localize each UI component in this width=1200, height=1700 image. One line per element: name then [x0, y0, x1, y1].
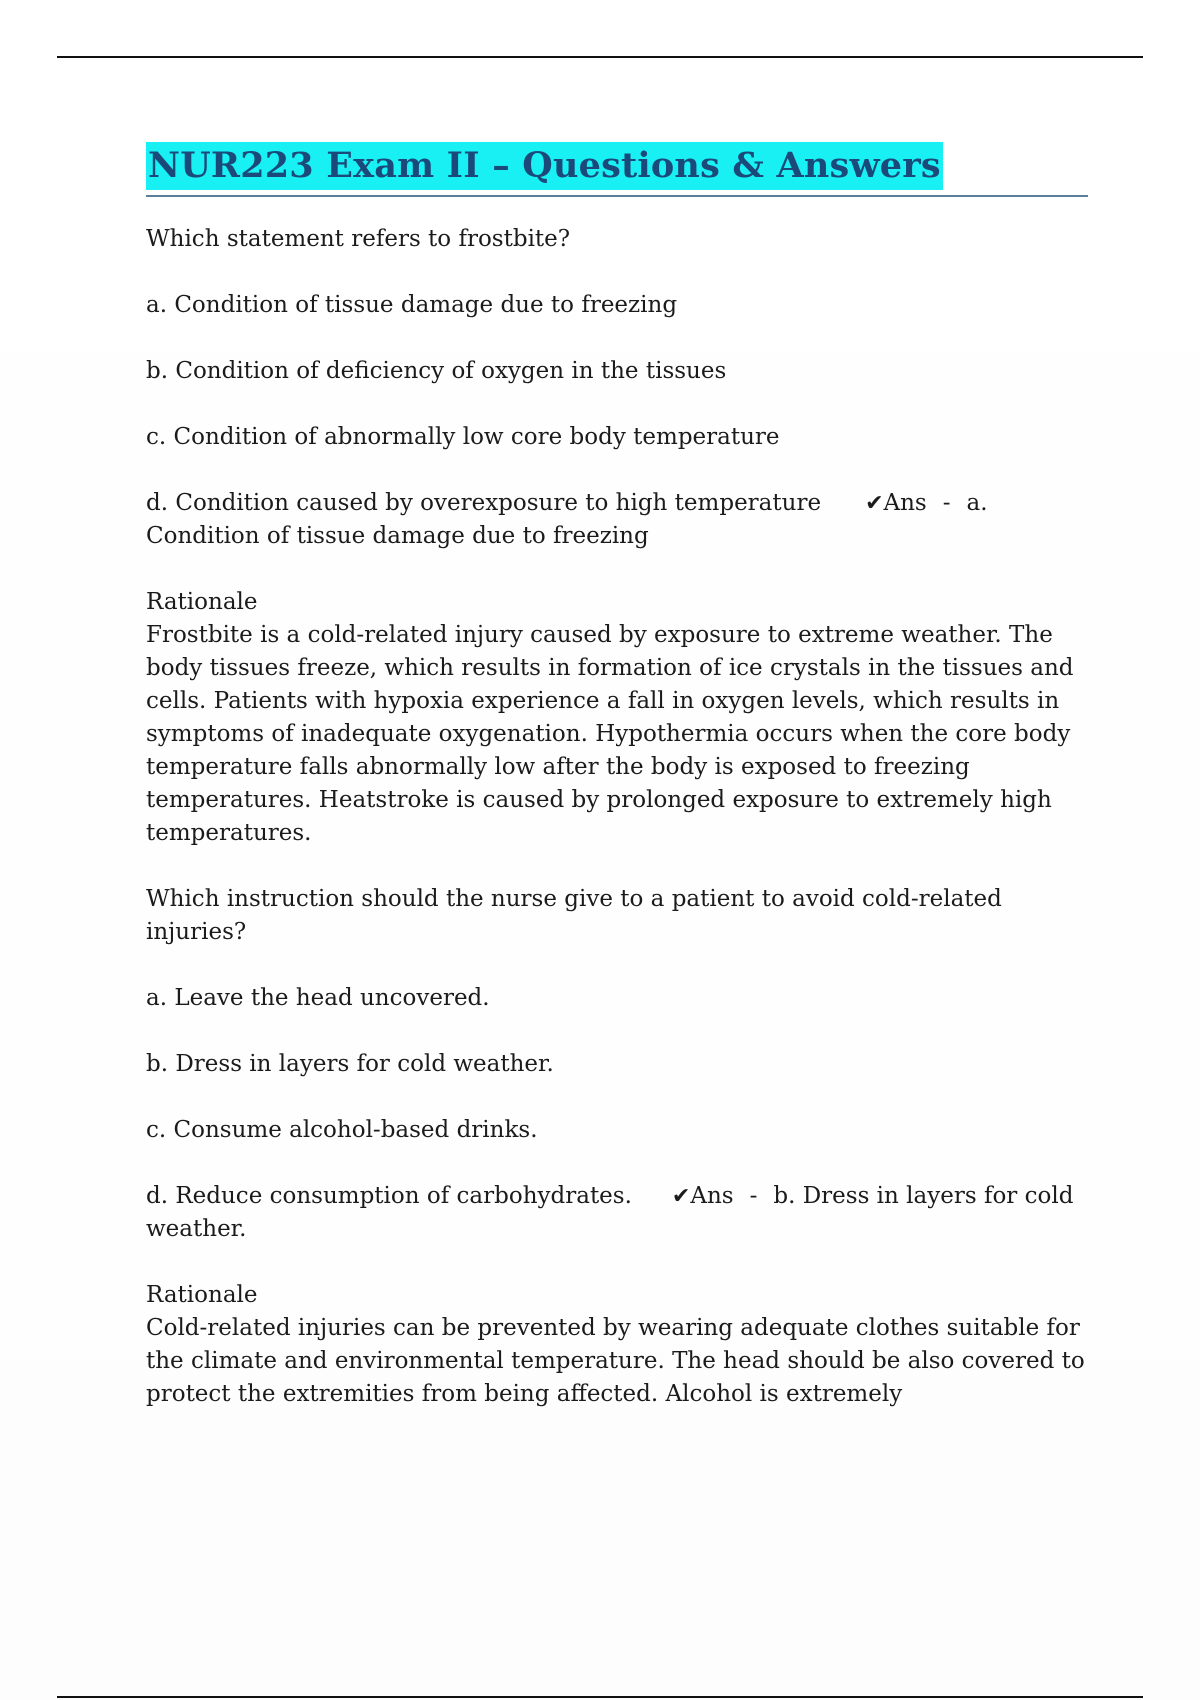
question-1-rationale-heading: Rationale: [146, 589, 258, 615]
question-1-option-d: d. Condition caused by overexposure to high temperature: [146, 490, 822, 516]
question-1-option-a: a. Condition of tissue damage due to freezing: [146, 292, 678, 318]
question-2-option-b: b. Dress in layers for cold weather.: [146, 1051, 554, 1077]
check-icon: ✔: [671, 1184, 691, 1209]
question-2-stem: Which instruction should the nurse give to a patient to avoid cold-related injuries?: [146, 886, 1002, 945]
check-icon: ✔: [865, 491, 884, 516]
answer-separator: -: [942, 490, 951, 516]
answer-separator: -: [749, 1183, 758, 1209]
question-2-rationale: Cold-related injuries can be prevented by wearing adequate clothes suitable for the climate and environmental temperature. The head should be also covered to protect the extremities from being affected. Alcohol is extremely: [146, 1315, 1085, 1407]
answer-label: Ans: [690, 1183, 734, 1209]
question-2-answer: b. Dress in layers for cold weather.: [146, 1183, 1074, 1242]
question-2-option-d-with-answer: [146, 1180, 1088, 1246]
question-2-rationale-heading: Rationale: [146, 1282, 258, 1308]
question-1-stem: Which statement refers to frostbite?: [146, 226, 571, 252]
question-1-answer: a. Condition of tissue damage due to freezing: [146, 490, 988, 549]
question-1-option-c: c. Condition of abnormally low core body temperature: [146, 424, 780, 450]
question-1-rationale: Frostbite is a cold-related injury caused by exposure to extreme weather. The body tissues freeze, which results in formation of ice crystals in the tissues and cells. Patients with hypoxia experience a fall in oxygen levels, which results in symptoms of inadequate oxygenation. Hypothermia occurs when the core body temperature falls abnormally low after the body is exposed to freezing temperatures. Heatstroke is caused by prolonged exposure to extremely high temperatures.: [146, 622, 1074, 846]
question-1-option-d-with-answer: [146, 487, 1088, 553]
footer-rule: [57, 1696, 1143, 1698]
question-2-option-c: c. Consume alcohol-based drinks.: [146, 1117, 538, 1143]
question-1-option-b: b. Condition of deficiency of oxygen in the tissues: [146, 358, 727, 384]
title-block: [146, 142, 1088, 197]
document-title: NUR223 Exam II – Questions & Answers: [146, 142, 943, 190]
header-rule: [57, 56, 1143, 58]
question-2-option-d: d. Reduce consumption of carbohydrates.: [146, 1183, 632, 1209]
answer-label: Ans: [883, 490, 927, 516]
question-2-option-a: a. Leave the head uncovered.: [146, 985, 490, 1011]
document-body: [146, 142, 1088, 1444]
